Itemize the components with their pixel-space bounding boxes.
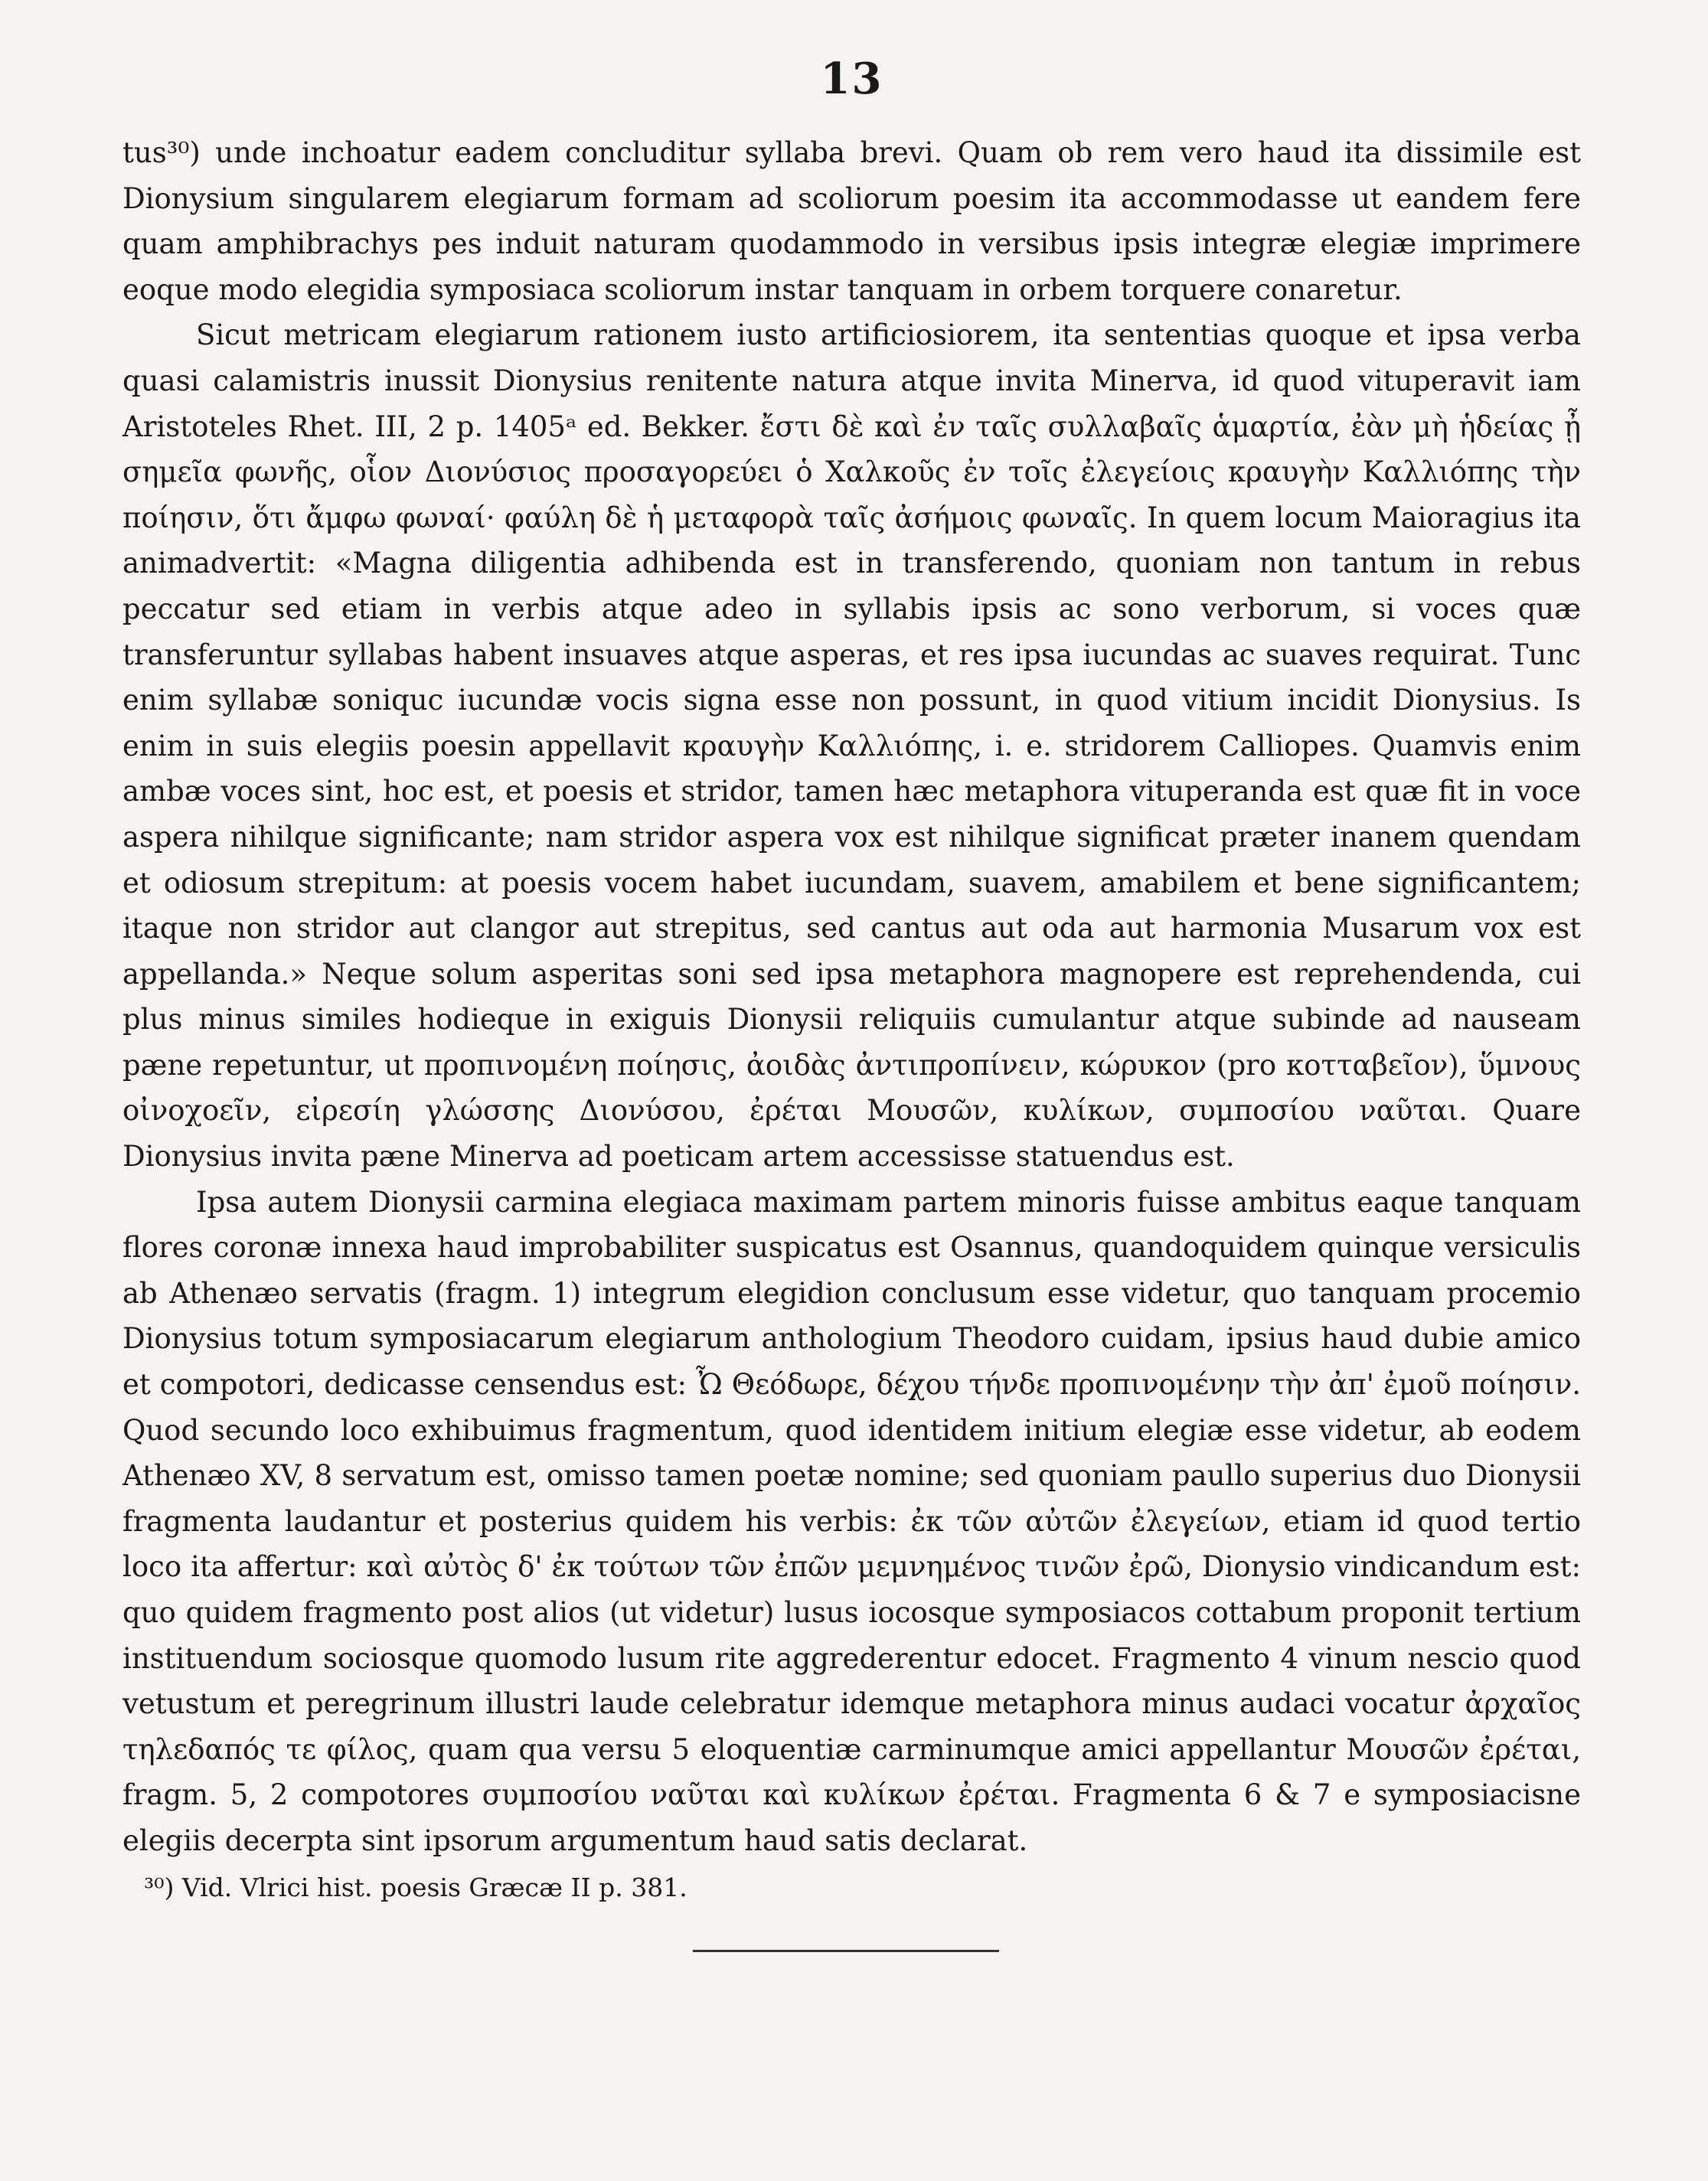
footnote: ³⁰) Vid. Vlrici hist. poesis Græcæ II p. 381. <box>144 1872 687 1902</box>
footer-divider <box>693 1950 999 1952</box>
page-number: 13 <box>820 54 883 104</box>
paragraph-3: Ipsa autem Dionysii carmina elegiaca maximam partem minoris fuisse ambitus eaque tanquam flores coronæ innexa haud improbabiliter suspicatus est Osannus, quandoquidem quinque versiculis ab Athenæo servatis (fragm. 1) integrum elegidion conclusum esse videtur, quo tanquam procemio Dionysius totum symposiacarum elegiarum anthologium Theodoro cuidam, ipsius haud dubie amico et compotori, dedicasse censendus est: Ὦ Θεόδωρε, δέχου τήνδε προπινομένην τὴν ἀπ' ἐμοῦ ποίησιν. Quod secundo loco exhibuimus fragmentum, quod identidem initium elegiæ esse videtur, ab eodem Athenæo XV, 8 servatum est, omisso tamen poetæ nomine; sed quoniam paullo superius duo Dionysii fragmenta laudantur et posterius quidem his verbis: ἐκ τῶν αὐτῶν ἐλεγείων, etiam id quod tertio loco ita affertur: καὶ αὐτὸς δ' ἐκ τούτων τῶν ἐπῶν μεμνημένος τινῶν ἐρῶ, Dionysio vindicandum est: quo quidem fragmento post alios (ut videtur) lusus iocosque symposiacos cottabum proponit tertium instituendum sociosque quomodo lusum rite aggrederentur edocet. Fragmento 4 vinum nescio quod vetustum et peregrinum illustri laude celebratur idemque metaphora minus audaci vocatur ἀρχαῖος τηλεδαπός τε φίλος, quam qua versu 5 eloquentiæ carminumque amici appellantur Μουσῶν ἐρέται, fragm. 5, 2 compotores συμποσίου ναῦται καὶ κυλίκων ἐρέται. Fragmenta 6 & 7 e symposiacisne elegiis decerpta sint ipsorum argumentum haud satis declarat. <box>122 1185 1581 1857</box>
document-page <box>122 54 1581 1952</box>
paragraph-1: tus³⁰) unde inchoatur eadem concluditur syllaba brevi. Quam ob rem vero haud ita dissimile est Dionysium singularem elegiarum formam ad scoliorum poesim ita accommodasse ut eandem fere quam amphibrachys pes induit naturam quodammodo in versibus ipsis integræ elegiæ imprimere eoque modo elegidia symposiaca scoliorum instar tanquam in orbem torquere conaretur. <box>122 136 1581 306</box>
paragraph-2: Sicut metricam elegiarum rationem iusto artificiosiorem, ita sententias quoque et ipsa verba quasi calamistris inussit Dionysius renitente natura atque invita Minerva, id quod vituperavit iam Aristoteles Rhet. III, 2 p. 1405ᵃ ed. Bekker. ἔστι δὲ καὶ ἐν ταῖς συλλαβαῖς ἁμαρτία, ἐὰν μὴ ἡδείας ᾖ σημεῖα φωνῆς, οἷον Διονύσιος προσαγορεύει ὁ Χαλκοῦς ἐν τοῖς ἐλεγείοις κραυγὴν Καλλιόπης τὴν ποίησιν, ὅτι ἄμφω φωναί· φαύλη δὲ ἡ μεταφορὰ ταῖς ἀσήμοις φωναῖς. In quem locum Maioragius ita animadvertit: «Magna diligentia adhibenda est in transferendo, quoniam non tantum in rebus peccatur sed etiam in verbis atque adeo in syllabis ipsis ac sono verborum, si voces quæ transferuntur syllabas habent insuaves atque asperas, et res ipsa iucundas ac suaves requirat. Tunc enim syllabæ soniquc iucundæ vocis signa esse non possunt, in quod vitium incidit Dionysius. Is enim in suis elegiis poesin appellavit κραυγὴν Καλλιόπης, i. e. stridorem Calliopes. Quamvis enim ambæ voces sint, hoc est, et poesis et stridor, tamen hæc metaphora vituperanda est quæ fit in voce aspera nihilque significante; nam stridor aspera vox est nihilque significat præter inanem quendam et odiosum strepitum: at poesis vocem habet iucundam, suavem, amabilem et bene significantem; itaque non stridor aut clangor aut strepitus, sed cantus aut oda aut harmonia Musarum vox est appellanda.» Neque solum asperitas soni sed ipsa metaphora magnopere est reprehendenda, cui plus minus similes hodieque in exiguis Dionysii reliquiis cumulantur atque subinde ad nauseam pæne repetuntur, ut προπινομένη ποίησις, ἀοιδὰς ἀντιπροπίνειν, κώρυκον (pro κοτταβεῖον), ὕμνους οἰνοχοεῖν, εἰρεσίη γλώσσης Διονύσου, ἐρέται Μουσῶν, κυλίκων, συμποσίου ναῦται. Quare Dionysius invita pæne Minerva ad poeticam artem accessisse statuendus est. <box>122 318 1581 1174</box>
